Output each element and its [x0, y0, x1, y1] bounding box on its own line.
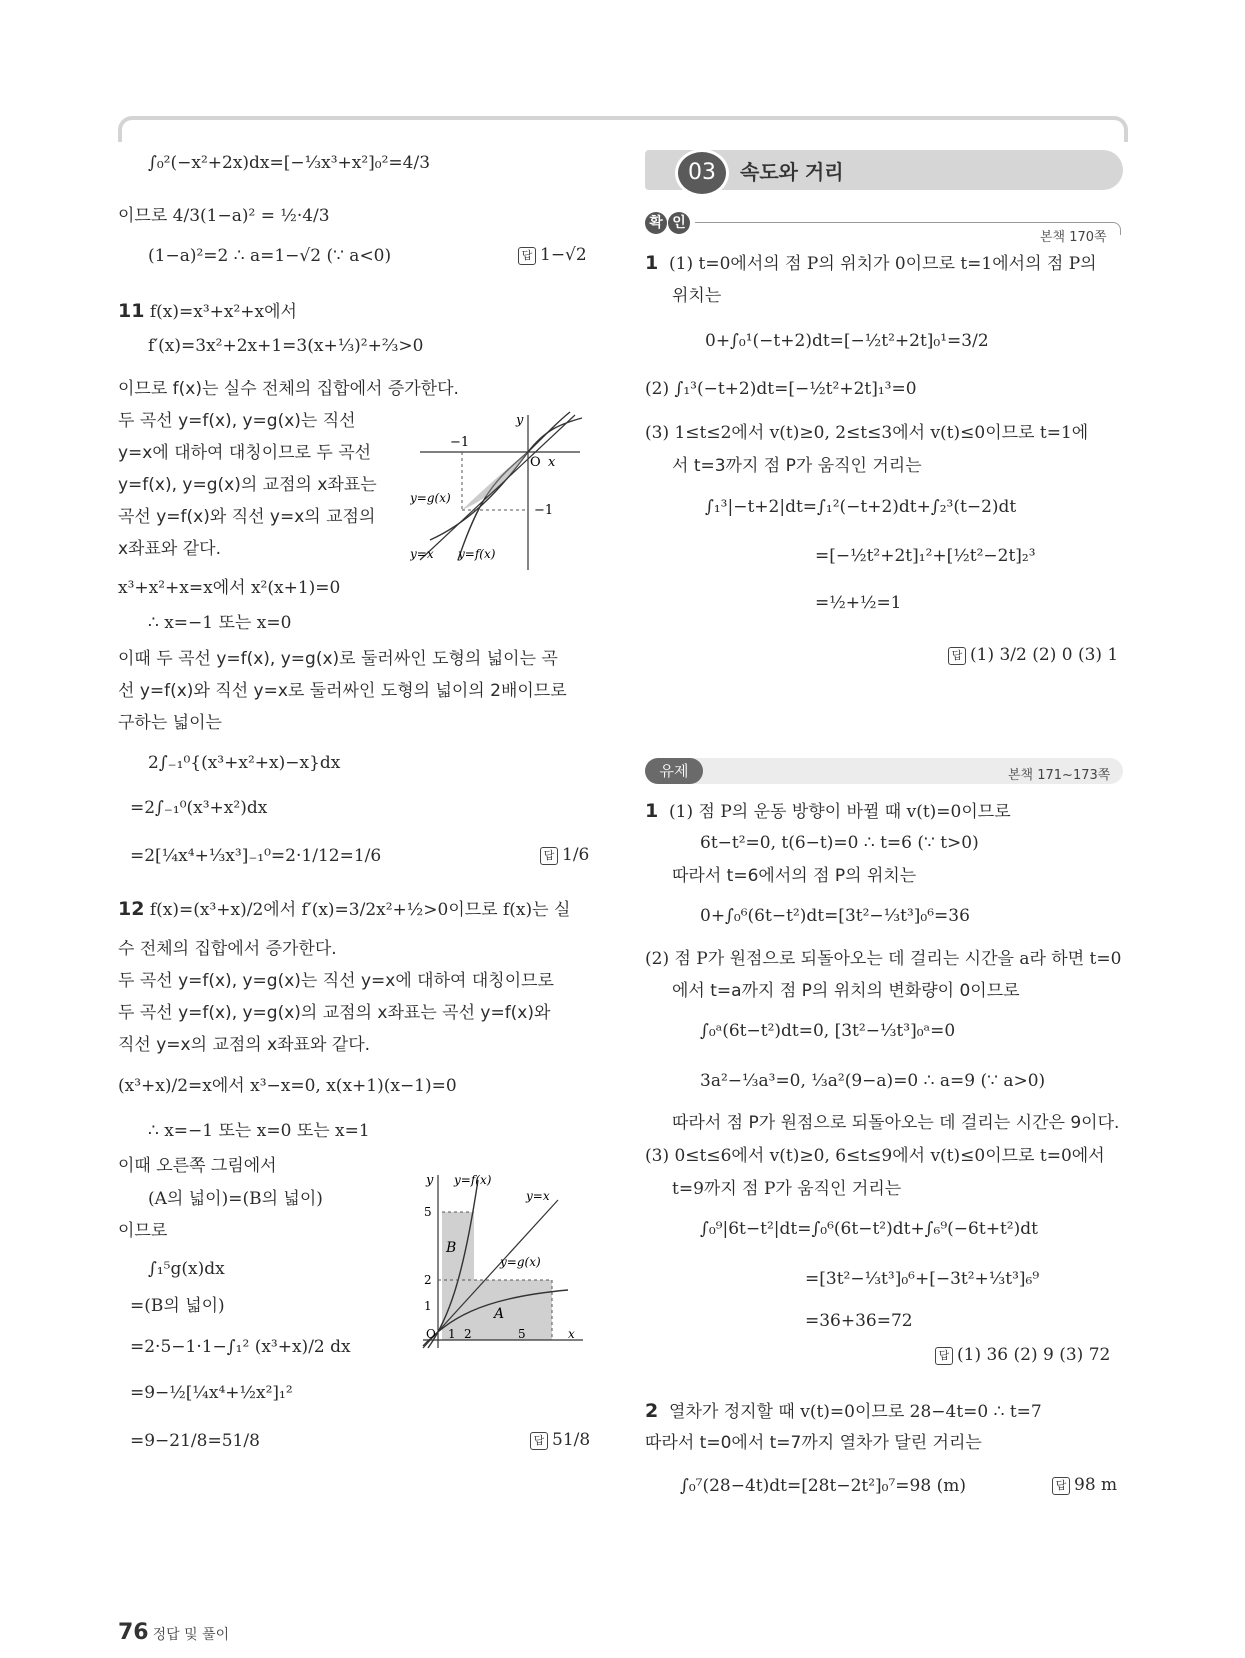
label-gx: y=g(x) — [410, 491, 451, 505]
graph-figure-12 — [418, 1170, 590, 1350]
section-title: 속도와 거리 — [740, 160, 844, 184]
label-x: x — [548, 455, 556, 470]
text-line: 두 곡선 y=f(x), y=g(x)의 교점의 x좌표는 곡선 y=f(x)와 — [118, 1003, 551, 1023]
label-fx: y=f(x) — [454, 1173, 492, 1187]
answer-mark-icon: 답 — [530, 1432, 548, 1450]
page-reference: 본책 170쪽 — [1040, 230, 1107, 245]
math-line: ∫₀⁹|6t−t²|dt=∫₀⁶(6t−t²)dt+∫₆⁹(−6t+t²)dt — [700, 1219, 1038, 1239]
math-line: f′(x)=3x²+2x+1=3(x+⅓)²+⅔>0 — [148, 336, 424, 356]
text-line: 이므로 f(x)는 실수 전체의 집합에서 증가한다. — [118, 379, 459, 399]
text-line: 따라서 t=0에서 t=7까지 열차가 달린 거리는 — [645, 1433, 982, 1453]
answer: 답 1−√2 — [518, 245, 587, 265]
label-A: A — [494, 1306, 505, 1322]
check-1: 1 (1) t=0에서의 점 P의 위치가 0이므로 t=1에서의 점 P의 — [645, 252, 1097, 274]
math-line: ∫₁³|−t+2|dt=∫₁²(−t+2)dt+∫₂³(t−2)dt — [705, 497, 1017, 517]
label-1: 1 — [424, 1299, 432, 1313]
text-line: 이때 두 곡선 y=f(x), y=g(x)로 둘러싸인 도형의 넓이는 곡 — [118, 649, 558, 669]
line-y-equals-x — [420, 415, 575, 560]
text-line: t=9까지 점 P가 움직인 거리는 — [672, 1179, 902, 1199]
math-line: 3a²−⅓a³=0, ⅓a²(9−a)=0 ∴ a=9 (∵ a>0) — [700, 1071, 1046, 1091]
section-number: 03 — [675, 149, 729, 197]
math-line: (2) 점 P가 원점으로 되돌아오는 데 걸리는 시간을 a라 하면 t=0 — [645, 949, 1122, 969]
label-gx: y=g(x) — [500, 1255, 541, 1269]
text-line: 직선 y=x의 교점의 x좌표와 같다. — [118, 1035, 371, 1055]
math-line: =9−21/8=51/8 — [130, 1431, 260, 1451]
text-line: 에서 t=a까지 점 P의 위치의 변화량이 0이므로 — [672, 981, 1020, 1001]
graph-figure-11 — [410, 410, 590, 580]
text-line: 위치는 — [672, 286, 722, 306]
math-line: =(B의 넓이) — [130, 1296, 225, 1316]
math-line: =36+36=72 — [805, 1311, 913, 1331]
exercise-label: 유제 — [645, 758, 703, 784]
answer-mark-icon: 답 — [1052, 1477, 1070, 1495]
page-footer — [118, 1620, 229, 1645]
math-line: 0+∫₀⁶(6t−t²)dt=[3t²−⅓t³]₀⁶=36 — [700, 906, 970, 926]
text-line: 선 y=f(x)와 직선 y=x로 둘러싸인 도형의 넓이의 2배이므로 — [118, 681, 567, 701]
tick-1: 1 — [448, 1327, 456, 1341]
text-line: 따라서 점 P가 원점으로 되돌아오는 데 걸리는 시간은 9이다. — [672, 1113, 1120, 1133]
math-line: ∴ x=−1 또는 x=0 또는 x=1 — [148, 1121, 370, 1141]
math-line: ∫₁⁵g(x)dx — [148, 1259, 225, 1279]
math-line: =2∫₋₁⁰(x³+x²)dx — [130, 798, 268, 818]
answer: 답 98 m — [1052, 1475, 1117, 1495]
label-neg1-y: −1 — [534, 503, 554, 518]
answer-mark-icon: 답 — [518, 247, 536, 265]
answer-mark-icon: 답 — [948, 647, 966, 665]
text-line: 서 t=3까지 점 P가 움직인 거리는 — [672, 456, 922, 476]
label-neg1: −1 — [450, 435, 470, 450]
math-line: =[3t²−⅓t³]₀⁶+[−3t²+⅓t³]₆⁹ — [805, 1269, 1040, 1289]
text-line: y=x에 대하여 대칭이므로 두 곡선 — [118, 443, 372, 463]
math-line: =[−½t²+2t]₁²+[½t²−2t]₂³ — [815, 546, 1036, 566]
exercise-1: 1 (1) 점 P의 운동 방향이 바뀔 때 v(t)=0이므로 — [645, 800, 1011, 822]
text-line: 구하는 넓이는 — [118, 713, 222, 733]
label-y: y — [426, 1173, 434, 1188]
math-line: ∫₀²(−x²+2x)dx=[−⅓x³+x²]₀²=4/3 — [148, 153, 431, 173]
tick-5: 5 — [518, 1327, 526, 1341]
math-line: (3) 0≤t≤6에서 v(t)≥0, 6≤t≤9에서 v(t)≤0이므로 t=0에서 — [645, 1146, 1105, 1166]
problem-11: 11 f(x)=x³+x²+x에서 — [118, 300, 297, 322]
text-line: 수 전체의 집합에서 증가한다. — [118, 939, 337, 959]
math-line: x³+x²+x=x에서 x²(x+1)=0 — [118, 578, 341, 598]
answer: 답 51/8 — [530, 1430, 590, 1450]
region-A — [474, 1280, 552, 1340]
label-B: B — [446, 1240, 457, 1256]
math-line: 0+∫₀¹(−t+2)dt=[−½t²+2t]₀¹=3/2 — [705, 331, 989, 351]
math-line: 2∫₋₁⁰{(x³+x²+x)−x}dx — [148, 753, 341, 773]
math-line: (3) 1≤t≤2에서 v(t)≥0, 2≤t≤3에서 v(t)≤0이므로 t=1에 — [645, 423, 1089, 443]
math-line: (A의 넓이)=(B의 넓이) — [148, 1189, 323, 1209]
page-number: 76 — [118, 1620, 149, 1645]
label-y: y — [516, 413, 524, 428]
text-line: 이때 오른쪽 그림에서 — [118, 1156, 277, 1176]
answer-mark-icon: 답 — [540, 847, 558, 865]
problem-12: 12 f(x)=(x³+x)/2에서 f′(x)=3/2x²+½>0이므로 f(x)는 실 — [118, 898, 571, 920]
math-line: ∴ x=−1 또는 x=0 — [148, 613, 292, 633]
label-5: 5 — [424, 1205, 432, 1219]
label-2: 2 — [424, 1273, 432, 1287]
text-line: 이므로 — [118, 1221, 168, 1241]
tick-2: 2 — [464, 1327, 472, 1341]
text-line: 곡선 y=f(x)와 직선 y=x의 교점의 — [118, 507, 376, 527]
math-line: ∫₀⁷(28−4t)dt=[28t−2t²]₀⁷=98 (m) — [680, 1476, 966, 1496]
label-origin: O — [426, 1327, 436, 1341]
answer-mark-icon: 답 — [935, 1347, 953, 1365]
curve-fx — [458, 412, 570, 560]
math-line: (1−a)²=2 ∴ a=1−√2 (∵ a<0) — [148, 246, 392, 266]
math-line: =9−½[¼x⁴+½x²]₁² — [130, 1383, 293, 1403]
math-line: 이므로 4/3(1−a)² = ½·4/3 — [118, 206, 330, 226]
answer: 답 1/6 — [540, 845, 589, 865]
label-yx: y=x — [410, 547, 434, 561]
check-badge: 확 인 — [645, 212, 691, 234]
label-origin: O — [530, 455, 541, 470]
label-yx: y=x — [526, 1189, 550, 1203]
math-line: =2·5−1·1−∫₁² (x³+x)/2 dx — [130, 1337, 351, 1357]
page-reference: 본책 171~173쪽 — [1008, 768, 1111, 783]
math-line: =2[¼x⁴+⅓x³]₋₁⁰=2·1/12=1/6 — [130, 846, 382, 866]
text-line: 두 곡선 y=f(x), y=g(x)는 직선 y=x에 대하여 대칭이므로 — [118, 971, 554, 991]
answer: 답 (1) 36 (2) 9 (3) 72 — [935, 1345, 1110, 1365]
math-line: ∫₀ᵃ(6t−t²)dt=0, [3t²−⅓t³]₀ᵃ=0 — [700, 1021, 956, 1041]
shaded-region — [462, 452, 528, 510]
label-x: x — [568, 1327, 575, 1341]
math-line: (x³+x)/2=x에서 x³−x=0, x(x+1)(x−1)=0 — [118, 1076, 457, 1096]
text-line: y=f(x), y=g(x)의 교점의 x좌표는 — [118, 475, 377, 495]
answer: 답 (1) 3/2 (2) 0 (3) 1 — [948, 645, 1118, 665]
math-line: (2) ∫₁³(−t+2)dt=[−½t²+2t]₁³=0 — [645, 379, 917, 399]
math-line: 6t−t²=0, t(6−t)=0 ∴ t=6 (∵ t>0) — [700, 833, 979, 853]
top-border — [118, 116, 1128, 142]
label-fx: y=f(x) — [458, 547, 496, 561]
text-line: 따라서 t=6에서의 점 P의 위치는 — [672, 866, 917, 886]
text-line: x좌표와 같다. — [118, 539, 221, 559]
math-line: =½+½=1 — [815, 593, 902, 613]
text-line: 두 곡선 y=f(x), y=g(x)는 직선 — [118, 411, 356, 431]
footer-label: 정답 및 풀이 — [152, 1627, 230, 1643]
exercise-2: 2 열차가 정지할 때 v(t)=0이므로 28−4t=0 ∴ t=7 — [645, 1400, 1042, 1422]
